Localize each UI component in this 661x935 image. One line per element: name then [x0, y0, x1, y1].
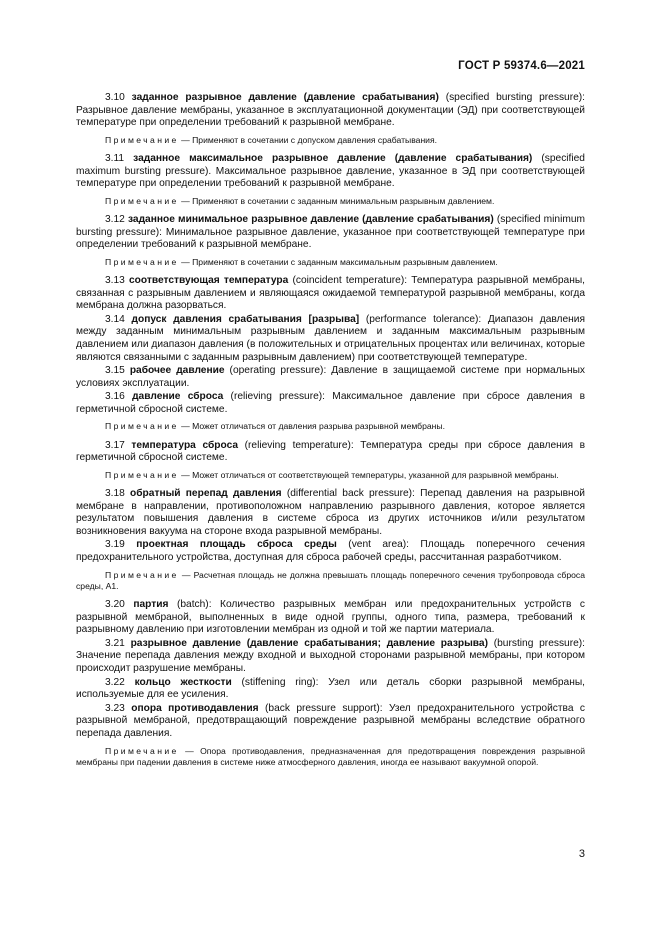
note-text: — Применяют в сочетании с допуском давления срабатывания. [178, 134, 438, 145]
term-definition [76, 92, 585, 130]
note [76, 257, 585, 268]
term-definition [76, 703, 585, 741]
term-title: заданное максимальное разрывное давление (давление срабатывания) [133, 152, 533, 164]
term-number: 3.12 [105, 213, 125, 225]
note-label: Примечание [105, 569, 179, 580]
term-description: (differential back pressure): Перепад давления на разрывной мембране в направлении, противоположном направлению разрывного давления, которое является результатом повышения давления в системе сброса из других источников и/или результатом возникновения вакуума на стороне входа разрывной мембраны. [76, 488, 585, 537]
term-number: 3.21 [105, 637, 125, 649]
term-definition [76, 440, 585, 465]
term-description: (coincident temperature): Температура разрывной мембраны, связанная с разрывным давлением и являющаяся ожидаемой температурой разрывной мембраны, когда мембрана должна разорваться. [76, 274, 585, 312]
term-title: допуск давления срабатывания [разрыва] [131, 313, 360, 325]
term-number: 3.11 [105, 152, 125, 164]
note-text: — Применяют в сочетании с заданным максимальным разрывным давлением. [178, 256, 498, 267]
note [76, 135, 585, 146]
term-number: 3.20 [105, 599, 125, 611]
term-number: 3.14 [105, 313, 125, 325]
document-body [76, 92, 585, 775]
note-text: — Расчетная площадь не должна превышать площадь поперечного сечения трубопровода сброса среды, А1. [76, 569, 585, 591]
note-label: Примечание [105, 256, 179, 267]
note-text: — Применяют в сочетании с заданным минимальным разрывным давлением. [178, 195, 495, 206]
note-label: Примечание [105, 195, 179, 206]
note-label: Примечание [105, 134, 179, 145]
term-number: 3.18 [105, 488, 125, 500]
note-label: Примечание [105, 745, 179, 756]
term-description: (performance tolerance): Диапазон давления между заданным минимальным разрывным давлением и заданным максимальным разрывным давлением или диапазон давления (в положительных и отрицательных процентах или величинах, которые являются связанными с заданным разрывным давлением) при соответствующей температуре. [76, 313, 585, 363]
note-text: — Может отличаться от соответствующей температуры, указанной для разрывной мембраны. [178, 469, 559, 480]
page-number: 3 [578, 848, 585, 860]
term-definition [76, 488, 585, 538]
term-title: заданное минимальное разрывное давление (давление срабатывания) [127, 213, 494, 225]
term-description: (bursting pressure): Значение перепада давления между входной и выходной сторонами разрывной мембраны, при котором происходит разрушение мембраны. [76, 637, 585, 675]
term-description: (operating pressure): Давление в защищаемой системе при нормальных условиях эксплуатации. [76, 365, 585, 389]
term-number: 3.23 [105, 702, 125, 714]
note [76, 570, 585, 592]
term-number: 3.19 [105, 539, 125, 551]
note [76, 746, 585, 768]
term-description: (specified maximum bursting pressure). Максимальное разрывное давление, указанное в ЭД при соответствующей температуре при определении требований к разрывной мембране. [76, 152, 585, 190]
term-title: температура сброса [131, 439, 239, 451]
term-definition [76, 314, 585, 364]
term-description: (stiffening ring): Узел или деталь сборки разрывной мембраны, используемые для ее усиления. [76, 676, 585, 701]
term-number: 3.13 [105, 274, 125, 286]
term-definition [76, 677, 585, 702]
term-title: опора противодавления [131, 702, 259, 714]
term-title: обратный перепад давления [130, 488, 282, 500]
term-definition [76, 539, 585, 564]
note-text: — Опора противодавления, предназначенная для предотвращения повреждения разрывной мембраны при падении давления в системе ниже атмосферного давления, иногда ее называют вакуумной опорой. [76, 745, 585, 767]
term-definition [76, 638, 585, 676]
term-title: кольцо жесткости [134, 676, 232, 688]
term-title: партия [133, 599, 169, 611]
term-title: разрывное давление (давление срабатывания; давление разрыва) [130, 637, 488, 649]
term-definition [76, 153, 585, 191]
term-definition [76, 391, 585, 416]
term-definition [76, 275, 585, 313]
note-label: Примечание [105, 421, 179, 432]
term-title: проектная площадь сброса среды [136, 539, 337, 551]
term-number: 3.16 [105, 391, 125, 403]
term-title: рабочее давление [129, 365, 225, 377]
term-description: (batch): Количество разрывных мембран или предохранительных устройств с разрывной мембраной, выполненных в виде одной группы, одного типа, размера, требований к разрывному давлению при изготовлении мембран из одной и той же партии материала. [76, 599, 585, 636]
term-title: соответствующая температура [129, 274, 289, 286]
term-definition [76, 214, 585, 252]
note-text: — Может отличаться от давления разрыва разрывной мембраны. [178, 421, 445, 432]
note-label: Примечание [105, 469, 179, 480]
term-number: 3.17 [105, 439, 125, 451]
document-header: ГОСТ Р 59374.6—2021 [458, 60, 585, 72]
term-number: 3.10 [105, 92, 125, 103]
term-definition [76, 365, 585, 390]
note [76, 196, 585, 207]
term-number: 3.15 [105, 365, 125, 377]
term-description: (vent area): Площадь поперечного сечения предохранительного устройства, доступная для сброса рабочей среды, рассчитанная разработчиком. [76, 539, 585, 564]
term-description: (specified minimum bursting pressure): Минимальное разрывное давление, указанное при соответствующей температуре при определении требований к разрывной мембране. [76, 213, 585, 251]
term-description: (specified bursting pressure): Разрывное давление мембраны, указанное в эксплуатационной документации (ЭД) при соответствующей температуре при определении требований к разрывной мембране. [76, 92, 585, 129]
term-title: заданное разрывное давление (давление срабатывания) [131, 92, 439, 103]
term-description: (back pressure support): Узел предохранительного устройства с разрывной мембраной, предотвращающий повреждение разрывной мембраны вследствие обратного перепада давления. [76, 702, 585, 739]
term-definition [76, 599, 585, 637]
note [76, 421, 585, 432]
term-description: (relieving temperature): Температура среды при сбросе давления в герметичной сбросной системе. [76, 439, 585, 464]
term-number: 3.22 [105, 676, 125, 688]
note [76, 470, 585, 481]
term-title: давление сброса [132, 391, 224, 403]
term-description: (relieving pressure): Максимальное давление при сбросе давления в герметичной сбросной системе. [76, 391, 585, 415]
